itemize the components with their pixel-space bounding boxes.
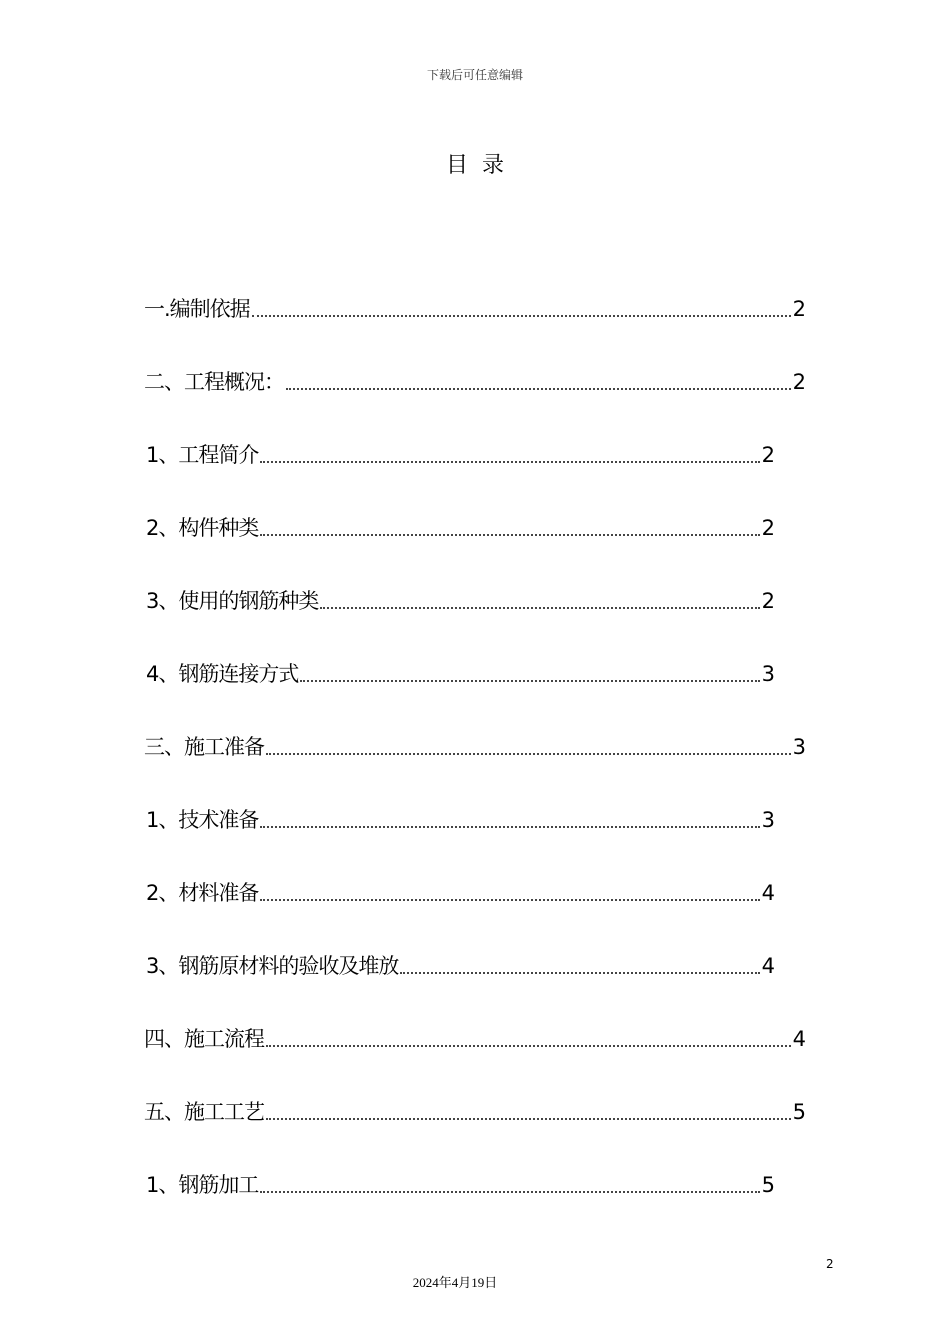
toc-entry-label: 3、钢筋原材料的验收及堆放 (146, 954, 399, 978)
toc-entry[interactable] (146, 951, 775, 981)
toc-entry[interactable] (144, 294, 806, 324)
page-title: 目录 (445, 153, 518, 178)
toc-entry[interactable] (146, 586, 775, 616)
toc-dot-leader (260, 534, 759, 536)
toc-dot-leader (260, 461, 759, 463)
toc-entry-label: 2、材料准备 (146, 881, 259, 905)
toc-entry[interactable] (144, 367, 806, 397)
toc-dot-leader (266, 753, 791, 755)
toc-entry[interactable] (144, 732, 806, 762)
toc-entry-page: 2 (761, 589, 775, 613)
toc-entry[interactable] (146, 878, 775, 908)
toc-entry-page: 3 (792, 735, 806, 759)
toc-entry-page: 2 (761, 516, 775, 540)
toc-entry-label: 二、工程概况： (144, 370, 284, 394)
toc-dot-leader (252, 315, 791, 317)
toc-entry-label: 1、工程简介 (146, 443, 259, 467)
toc-dot-leader (320, 607, 759, 609)
toc-entry[interactable] (146, 440, 775, 470)
toc-dot-leader (260, 826, 759, 828)
toc-entry-label: 五、施工工艺 (144, 1100, 264, 1124)
footer-date: 2024年4月19日 (412, 1275, 498, 1290)
toc-entry-page: 4 (761, 954, 775, 978)
toc-entry-label: 三、施工准备 (144, 735, 264, 759)
toc-entry-page: 2 (761, 443, 775, 467)
toc-entry-label: 3、使用的钢筋种类 (146, 589, 319, 613)
toc-entry-page: 4 (792, 1027, 806, 1051)
page-header: 下载后可任意编辑 (426, 68, 523, 82)
toc-entry[interactable] (144, 1024, 806, 1054)
toc-entry-page: 5 (761, 1173, 775, 1197)
toc-entry-page: 2 (792, 297, 806, 321)
toc-dot-leader (260, 899, 759, 901)
toc-entry[interactable] (146, 659, 775, 689)
toc-entry-page: 4 (761, 881, 775, 905)
toc-dot-leader (266, 1118, 791, 1120)
toc-entry-label: 一.编制依据 (144, 297, 250, 321)
toc-entry-page: 5 (792, 1100, 806, 1124)
toc-dot-leader (400, 972, 759, 974)
toc-entry-label: 四、施工流程 (144, 1027, 264, 1051)
toc-entry-page: 3 (761, 808, 775, 832)
toc-entry[interactable] (146, 513, 775, 543)
toc-entry-page: 3 (761, 662, 775, 686)
toc-entry-label: 1、技术准备 (146, 808, 259, 832)
toc-dot-leader (266, 1045, 791, 1047)
toc-entry-page: 2 (792, 370, 806, 394)
toc-entry[interactable] (144, 1097, 806, 1127)
toc-entry-label: 2、构件种类 (146, 516, 259, 540)
toc-dot-leader (260, 1191, 759, 1193)
toc-entry[interactable] (146, 1170, 775, 1200)
page-number: 2 (826, 1257, 834, 1271)
toc-entry[interactable] (146, 805, 775, 835)
toc-entry-label: 1、钢筋加工 (146, 1173, 259, 1197)
toc-dot-leader (300, 680, 759, 682)
toc-dot-leader (286, 388, 791, 390)
toc-entry-label: 4、钢筋连接方式 (146, 662, 299, 686)
